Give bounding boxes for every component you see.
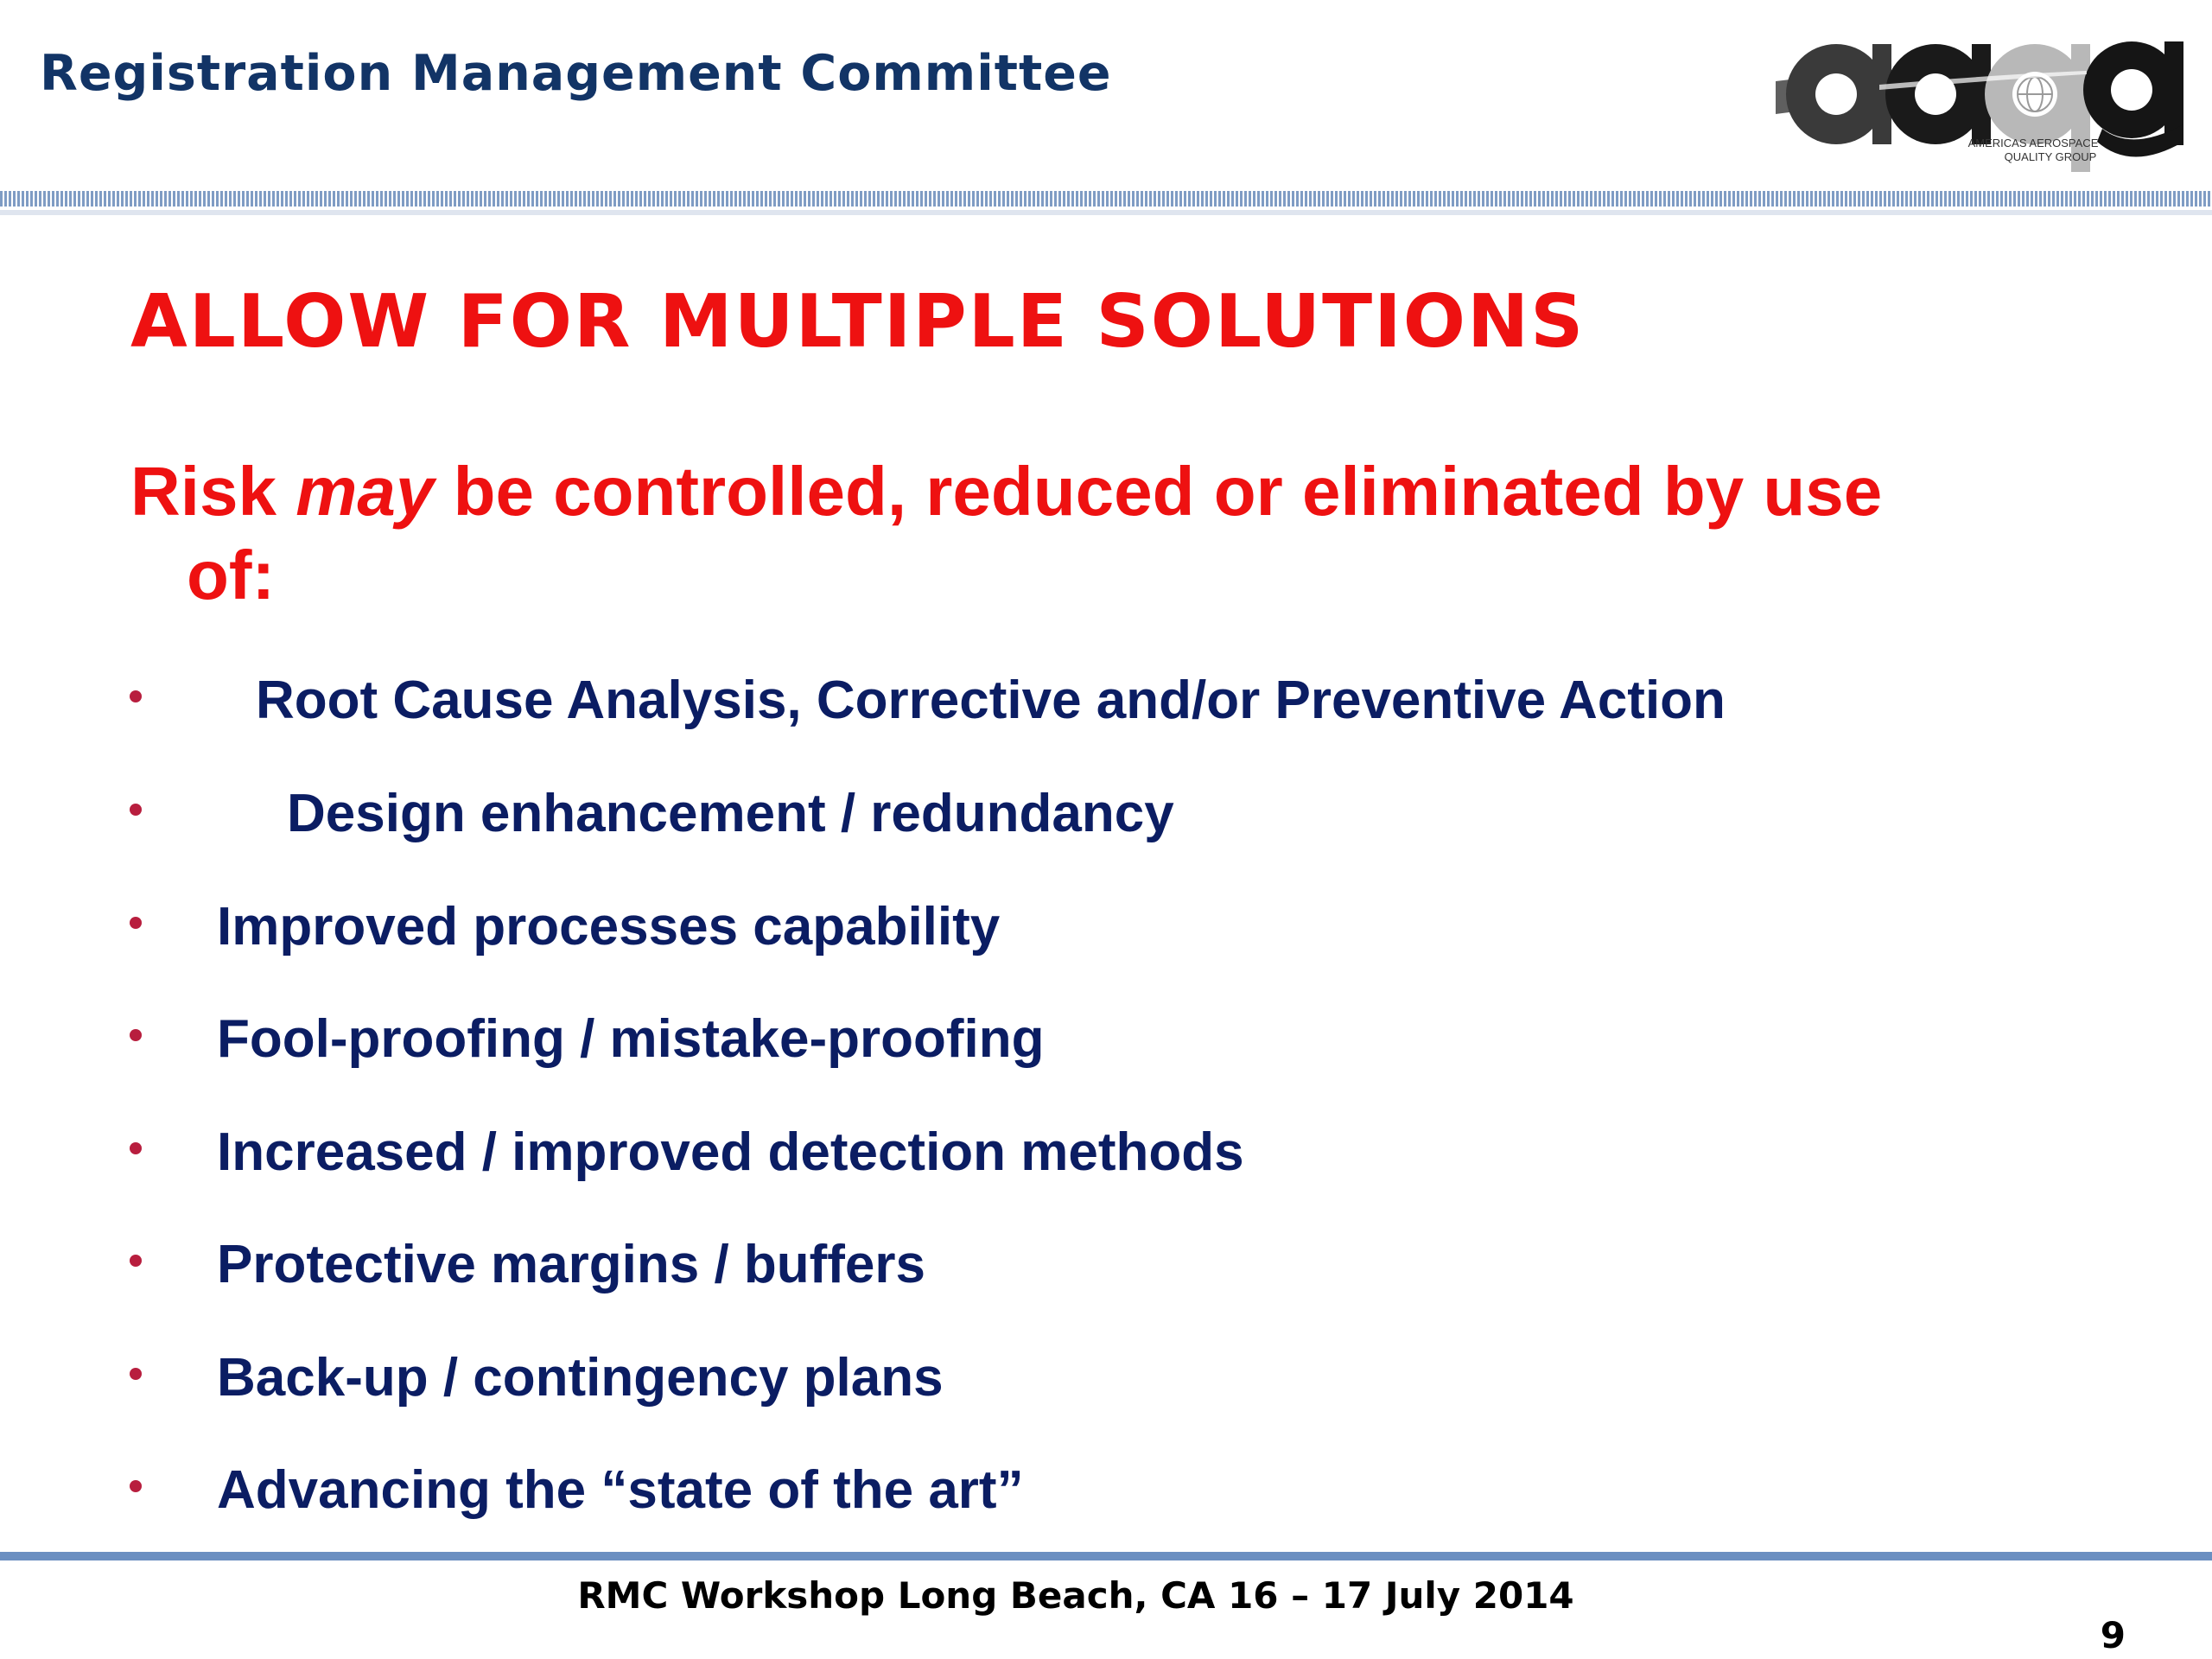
logo-letter-a2 bbox=[1885, 44, 1991, 144]
bullet-dot-icon bbox=[130, 1368, 142, 1380]
logo-letter-a1 bbox=[1786, 44, 1891, 144]
intro-part1: Risk bbox=[130, 453, 296, 530]
bullet-dot-icon bbox=[130, 1255, 142, 1267]
header-title: Registration Management Committee bbox=[40, 45, 1112, 102]
bullet-text: Protective margins / buffers bbox=[217, 1235, 926, 1294]
bullet-text: Root Cause Analysis, Corrective and/or Preventive Action bbox=[256, 671, 1726, 730]
aaqg-logo bbox=[1776, 21, 2186, 172]
header-divider-shadow bbox=[0, 210, 2212, 215]
bullet-text: Design enhancement / redundancy bbox=[287, 784, 1174, 843]
logo-subtitle-line1: AMERICAS AEROSPACE bbox=[1967, 137, 2099, 149]
bullet-text: Back-up / contingency plans bbox=[217, 1348, 944, 1408]
intro-part3: of: bbox=[187, 537, 276, 613]
bullet-text: Improved processes capability bbox=[217, 897, 1001, 957]
bullet-dot-icon bbox=[130, 804, 142, 816]
footer-text: RMC Workshop Long Beach, CA 16 – 17 July 2014 bbox=[577, 1574, 1574, 1617]
intro-emphasis: may bbox=[296, 453, 435, 530]
bullet-dot-icon bbox=[130, 1029, 142, 1041]
intro-statement bbox=[130, 449, 2118, 617]
bullet-text: Increased / improved detection methods bbox=[217, 1122, 1244, 1182]
bullet-text: Advancing the “state of the art” bbox=[217, 1460, 1024, 1520]
bullet-text: Fool-proofing / mistake-proofing bbox=[217, 1009, 1045, 1069]
header-divider bbox=[0, 191, 2212, 207]
bullet-dot-icon bbox=[130, 1142, 142, 1154]
bullet-dot-icon bbox=[130, 917, 142, 929]
slide-title: ALLOW FOR MULTIPLE SOLUTIONS bbox=[130, 279, 1586, 365]
logo-subtitle-line2: QUALITY GROUP bbox=[2004, 150, 2097, 163]
intro-part2: be controlled, reduced or eliminated by use bbox=[434, 453, 1883, 530]
bullet-dot-icon bbox=[130, 1480, 142, 1492]
logo-letter-g bbox=[2083, 41, 2183, 157]
page-number: 9 bbox=[2100, 1614, 2126, 1656]
footer-divider bbox=[0, 1552, 2212, 1560]
bullet-dot-icon bbox=[130, 690, 142, 702]
